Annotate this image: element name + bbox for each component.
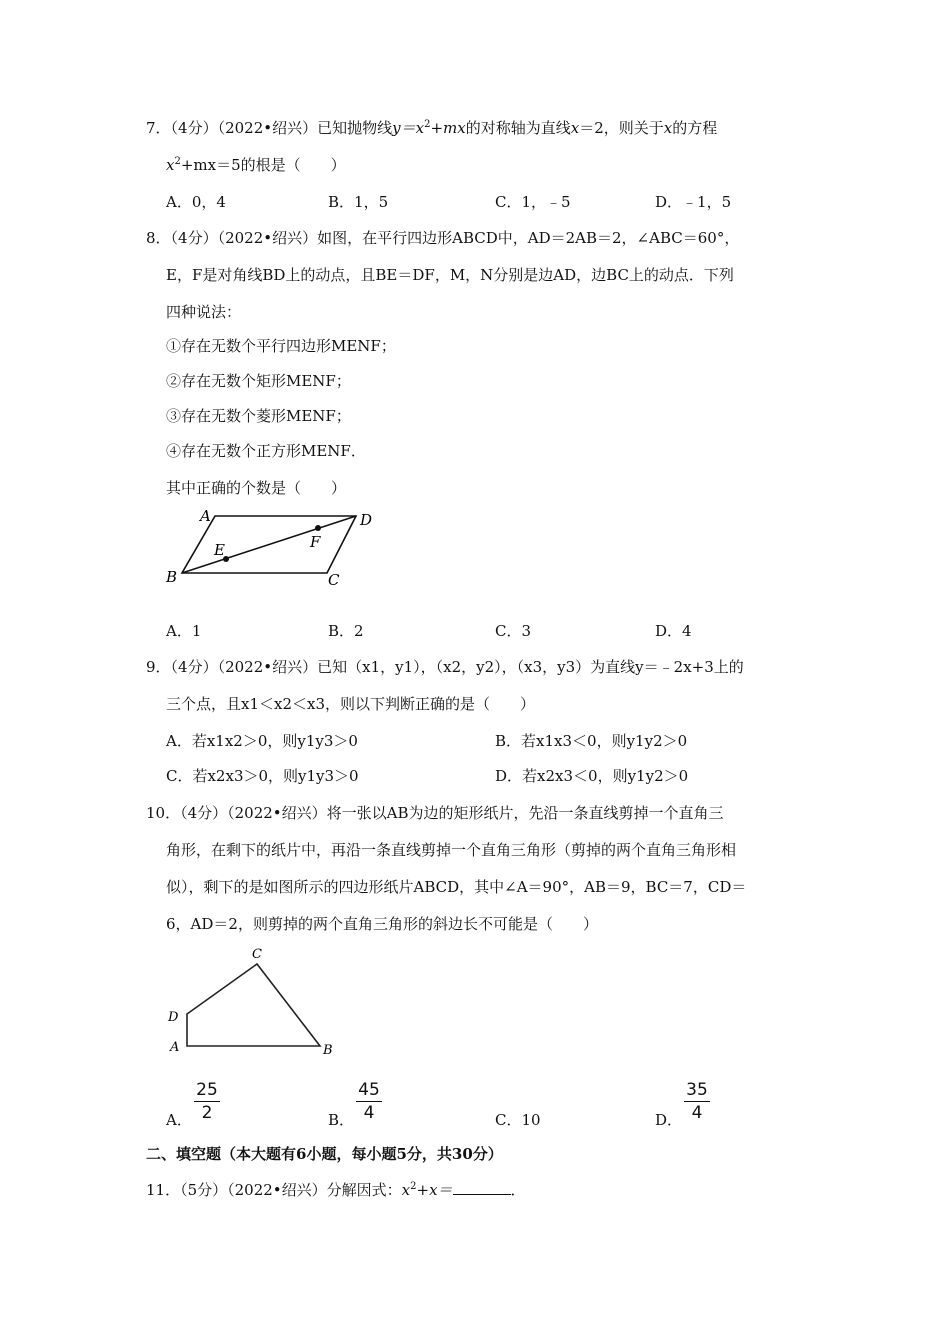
q8-parallelogram-figure [160,500,390,600]
q10-option-a-fraction: 25 2 [194,1080,220,1123]
q8-statement-3: ③存在无数个菱形MENF； [166,407,351,425]
q7-option-a: A．0，4 [166,193,226,211]
q10-line4: 6，AD＝2，则剪掉的两个直角三角形的斜边长不可能是（ ） [166,915,598,933]
q10-option-d-fraction: 35 4 [684,1080,710,1123]
q7-option-c: C．1，﹣5 [495,193,571,211]
point-f [315,525,321,531]
q10-line3: 似），剩下的是如图所示的四边形纸片ABCD，其中∠A＝90°，AB＝9，BC＝7，CD＝ [166,878,747,896]
label-c: C [252,947,262,962]
q10-line1: 10．（4分）（2022•绍兴）将一张以AB为边的矩形纸片，先沿一条直线剪掉一个直角三 [146,804,724,822]
section-2-heading: 二、填空题（本大题有6小题，每小题5分，共30分） [146,1145,503,1163]
q11-line1: 11．（5分）（2022•绍兴）分解因式：$x^2+x=$ ． [146,1181,526,1199]
q9-option-b: B．若x1x3＜0，则y1y2＞0 [495,732,688,750]
q8-option-b: B．2 [328,622,364,640]
q7-option-d: D．﹣1，5 [655,193,732,211]
q9-line2: 三个点，且x1＜x2＜x3，则以下判断正确的是（ ） [166,695,536,713]
q8-line3: 四种说法： [166,303,242,321]
label-f: F [310,533,321,551]
label-e: E [214,541,225,559]
q7-option-b: B．1，5 [328,193,389,211]
q8-statement-2: ②存在无数个矩形MENF； [166,372,351,390]
q10-option-d-label: D． [655,1111,683,1129]
label-b: B [166,568,178,586]
label-b: B [323,1043,333,1058]
q8-option-d: D．4 [655,622,692,640]
q10-option-c: C．10 [495,1111,541,1129]
q7-line2: $x^2+mx=5$的根是（ ） [166,156,346,174]
label-d: D [360,511,373,529]
q9-line1: 9．（4分）（2022•绍兴）已知（x1，y1），（x2，y2），（x3，y3）为直线y＝﹣2x+3上的 [146,658,744,676]
q8-option-a: A．1 [166,622,202,640]
q10-quadrilateral-figure [160,940,350,1065]
q11-answer-blank[interactable] [453,1180,511,1195]
label-d: D [168,1010,179,1025]
q9-option-a: A．若x1x2＞0，则y1y3＞0 [166,732,358,750]
q8-statement-1: ①存在无数个平行四边形MENF； [166,337,396,355]
q9-option-d: D．若x2x3＜0，则y1y2＞0 [495,767,689,785]
q10-line2: 角形，在剩下的纸片中，再沿一条直线剪掉一个直角三角形（剪掉的两个直角三角形相 [166,841,737,859]
q8-statement-4: ④存在无数个正方形MENF． [166,442,366,460]
q10-option-b-label: B． [328,1111,355,1129]
quadrilateral-abcd [187,964,320,1046]
q7-line1: 7．（4分）（2022•绍兴）已知抛物线$y=x^2+mx$的对称轴为直线x＝2，则关于x的方程 [146,119,718,137]
q8-line1: 8．（4分）（2022•绍兴）如图，在平行四边形ABCD中，AD＝2AB＝2，∠ABC＝60°， [146,229,740,247]
label-c: C [328,571,340,589]
q9-option-c: C．若x2x3＞0，则y1y3＞0 [166,767,359,785]
q8-ask: 其中正确的个数是（ ） [166,479,347,497]
label-a: A [200,507,211,525]
q8-line2: E，F是对角线BD上的动点，且BE＝DF，M，N分别是边AD，边BC上的动点．下列 [166,266,734,284]
q10-option-a-label: A． [166,1111,192,1129]
q10-option-b-fraction: 45 4 [356,1080,382,1123]
label-a: A [170,1040,180,1055]
q8-option-c: C．3 [495,622,532,640]
